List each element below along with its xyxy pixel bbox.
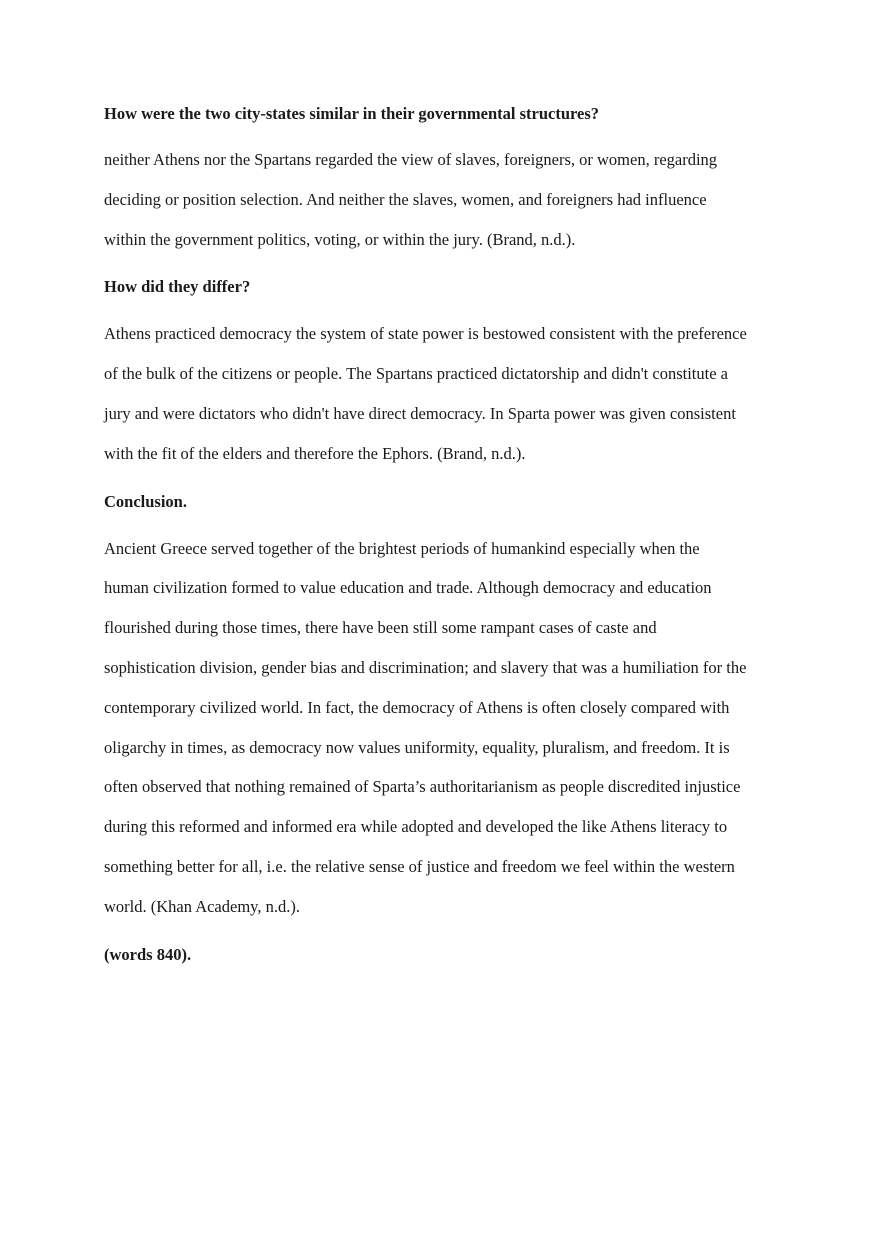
text-line: deciding or position selection. And neither the slaves, women, and foreigners had influence	[104, 189, 707, 209]
text-line: within the government politics, voting, or within the jury. (Brand, n.d.).	[104, 229, 576, 249]
text-line: jury and were dictators who didn't have direct democracy. In Sparta power was given consistent	[104, 403, 736, 423]
paragraph-similarities	[104, 140, 794, 259]
word-count: (words 840).	[104, 944, 192, 964]
text-line: Ancient Greece served together of the brightest periods of humankind especially when the	[104, 538, 700, 558]
heading-differences: How did they differ?	[104, 277, 251, 297]
heading-similarities: How were the two city-states similar in their governmental structures?	[104, 104, 600, 123]
text-line: world. (Khan Academy, n.d.).	[104, 896, 300, 916]
text-line: sophistication division, gender bias and discrimination; and slavery that was a humiliation for the	[104, 657, 747, 677]
text-line: with the fit of the elders and therefore the Ephors. (Brand, n.d.).	[104, 443, 526, 463]
paragraph-differences	[104, 314, 794, 473]
text-line: during this reformed and informed era while adopted and developed the like Athens literacy to	[104, 817, 728, 837]
text-line: something better for all, i.e. the relative sense of justice and freedom we feel within the western	[104, 856, 735, 876]
heading-conclusion: Conclusion.	[104, 491, 187, 511]
text-line: contemporary civilized world. In fact, the democracy of Athens is often closely compared with	[104, 697, 730, 717]
text-line: human civilization formed to value education and trade. Although democracy and education	[104, 578, 712, 598]
paragraph-conclusion	[104, 529, 794, 927]
text-line: of the bulk of the citizens or people. The Spartans practiced dictatorship and didn't constitute a	[104, 364, 728, 384]
text-line: flourished during those times, there have been still some rampant cases of caste and	[104, 618, 657, 638]
document-page	[104, 98, 794, 971]
text-line: Athens practiced democracy the system of state power is bestowed consistent with the preference	[104, 324, 747, 344]
text-line: oligarchy in times, as democracy now values uniformity, equality, pluralism, and freedom. It is	[104, 737, 730, 757]
text-line: neither Athens nor the Spartans regarded the view of slaves, foreigners, or women, regarding	[104, 150, 718, 169]
text-line: often observed that nothing remained of Sparta’s authoritarianism as people discredited injustice	[104, 777, 741, 797]
